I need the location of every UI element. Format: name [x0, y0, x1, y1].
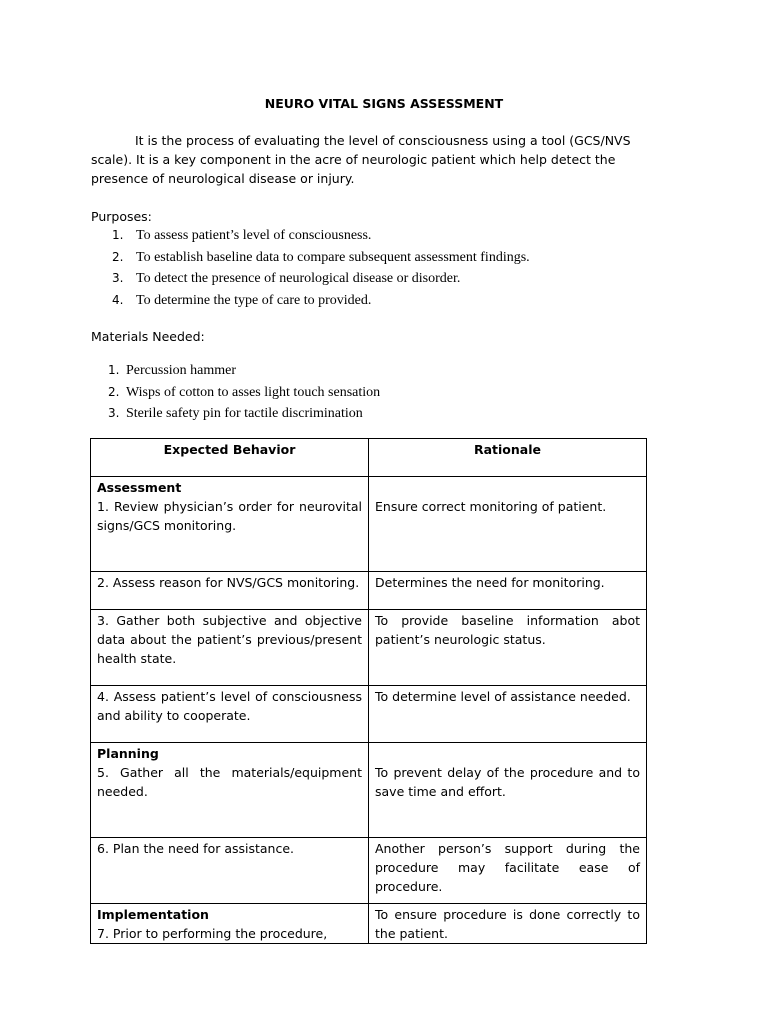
table-row — [91, 477, 647, 572]
list-item-text: Wisps of cotton to asses light touch sensation — [126, 384, 381, 400]
column-header-rationale: Rationale — [369, 439, 647, 477]
list-number: 1. — [112, 228, 124, 242]
list-item-text: To assess patient’s level of consciousness. — [136, 228, 372, 243]
behavior-cell: 4. Assess patient’s level of consciousness and ability to cooperate. — [91, 686, 369, 743]
list-item — [112, 268, 672, 290]
rationale-cell: Ensure correct monitoring of patient. — [369, 477, 647, 572]
rationale-cell: To prevent delay of the procedure and to save time and effort. — [369, 743, 647, 838]
rationale-cell: To ensure procedure is done correctly to the patient. — [369, 904, 647, 944]
behavior-text: 5. Gather all the materials/equipment needed. — [97, 765, 362, 799]
rationale-cell: Another person’s support during the procedure may facilitate ease of procedure. — [369, 838, 647, 904]
section-heading: Assessment — [97, 480, 182, 495]
behavior-cell — [91, 743, 369, 838]
table-row — [91, 838, 647, 904]
table-row — [91, 686, 647, 743]
list-item — [112, 247, 672, 269]
materials-list — [108, 360, 668, 425]
section-heading: Implementation — [97, 907, 209, 922]
table-header-row — [91, 439, 647, 477]
behavior-cell: 3. Gather both subjective and objective data about the patient’s previous/present health state. — [91, 610, 369, 686]
list-item-text: To determine the type of care to provided. — [136, 292, 372, 308]
table-row — [91, 572, 647, 610]
list-item — [108, 360, 668, 382]
table-row — [91, 743, 647, 838]
list-item — [112, 290, 672, 312]
intro-paragraph: It is the process of evaluating the level of consciousness using a tool (GCS/NVS scale). It is a key component in the acre of neurologic patient which help detect the presence of neurological disease or injury. — [91, 133, 631, 186]
list-item — [108, 403, 668, 425]
list-number: 3. — [112, 271, 124, 285]
list-item-text: Percussion hammer — [126, 363, 237, 378]
document-title: NEURO VITAL SIGNS ASSESSMENT — [264, 96, 504, 111]
rationale-cell: To determine level of assistance needed. — [369, 686, 647, 743]
list-number: 2. — [108, 384, 120, 399]
rationale-cell: To provide baseline information abot patient’s neurologic status. — [369, 610, 647, 686]
list-item-text: To establish baseline data to compare subsequent assessment findings. — [136, 249, 530, 265]
behavior-cell: 6. Plan the need for assistance. — [91, 838, 369, 904]
list-number: 1. — [108, 363, 120, 377]
list-item-text: To detect the presence of neurological disease or disorder. — [136, 271, 461, 286]
list-item — [112, 225, 672, 247]
materials-label: Materials Needed: — [91, 329, 205, 344]
purposes-list — [112, 225, 672, 311]
behavior-text: 1. Review physician’s order for neurovital signs/GCS monitoring. — [97, 499, 362, 533]
list-number: 3. — [108, 406, 120, 420]
behavior-cell — [91, 477, 369, 572]
table-row — [91, 610, 647, 686]
purposes-label: Purposes: — [91, 209, 152, 224]
list-item — [108, 382, 668, 404]
behavior-cell — [91, 904, 369, 944]
behavior-text: 7. Prior to performing the procedure, — [97, 926, 328, 941]
column-header-expected-behavior: Expected Behavior — [91, 439, 369, 477]
section-heading: Planning — [97, 746, 159, 761]
behavior-cell: 2. Assess reason for NVS/GCS monitoring. — [91, 572, 369, 610]
table-row — [91, 904, 647, 944]
list-item-text: Sterile safety pin for tactile discrimination — [126, 406, 363, 421]
rationale-cell: Determines the need for monitoring. — [369, 572, 647, 610]
list-number: 2. — [112, 249, 124, 264]
behavior-rationale-table — [90, 438, 647, 944]
list-number: 4. — [112, 292, 124, 307]
